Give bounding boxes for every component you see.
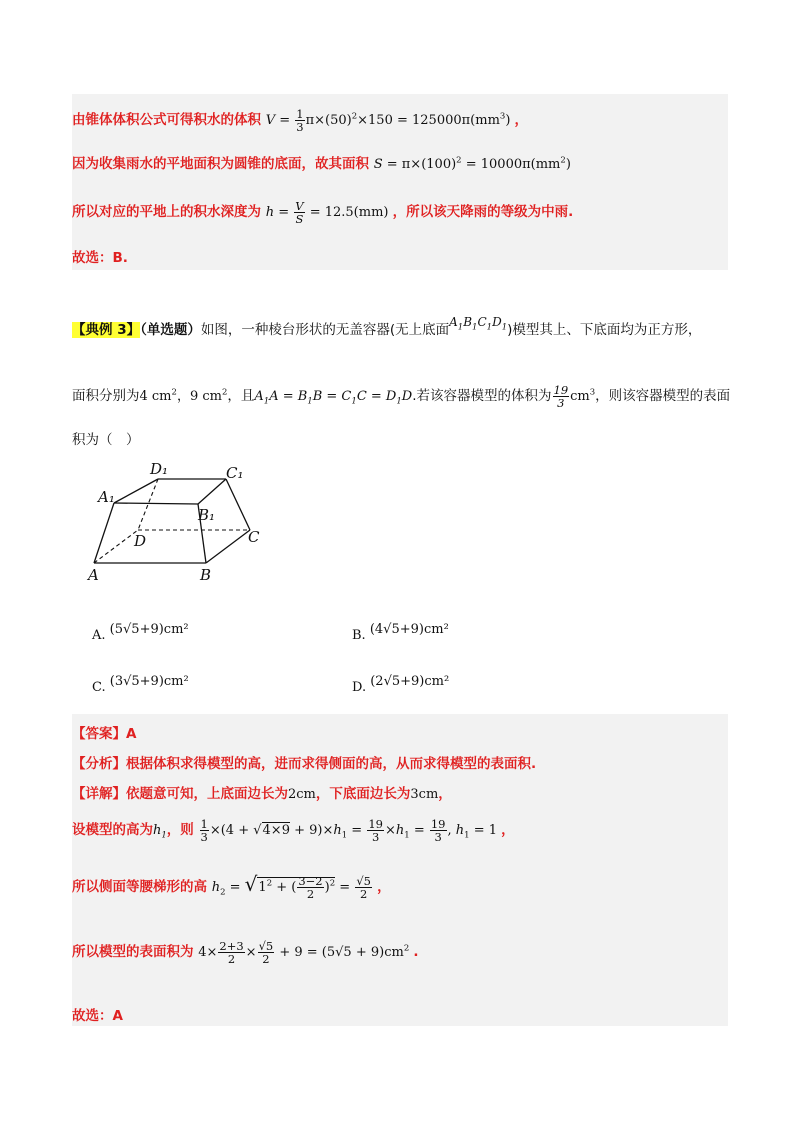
area-formula: $S = \pi\times(100)^2 = 10000\pi(mm^2)$ — [373, 155, 571, 172]
label-a: A — [88, 566, 99, 584]
option-b-label: B. — [352, 628, 366, 643]
question-text-1a: 如图，一种棱台形状的无盖容器(无上底面 — [200, 322, 450, 338]
option-c-label: C. — [92, 680, 106, 695]
analysis-text: 根据体积求得模型的高，进而求得侧面的高，从而求得模型的表面积. — [126, 756, 537, 772]
label-a1b1c1d1: $A_1B_1C_1D_1$ — [449, 315, 508, 333]
label-c1: C₁ — [226, 464, 244, 482]
depth-line — [72, 200, 573, 225]
frustum-figure — [86, 458, 276, 588]
detail-line: 【详解】依题意可知，上底面边长为2cm，下底面边长为3cm， — [72, 786, 452, 802]
edge-equality: $A_1A = B_1B = C_1C = D_1D$ — [254, 389, 413, 407]
question-type: （单选题） — [140, 322, 201, 338]
height-line: 设模型的高为$h_1$，则 $\frac{1}{3}$ $\times(4 + √4\times 9 + 9)\times h_1$ = $\frac{19}{3}$ $\times h_1$ = $\frac{19}{3}$ , $h_1 = 1$ ， — [72, 817, 515, 845]
label-b1: B₁ — [198, 506, 216, 524]
option-a[interactable] — [92, 622, 189, 643]
question-text-1b: )模型其上、下底面均为正方形， — [507, 322, 702, 338]
surface-area-formula: 4× $\frac{2+3}{2}$ × $\frac{√5}{2}$ + $9 = (5√5 + 9)cm^2$ — [198, 939, 410, 967]
surface-area-line: 所以模型的表面积为 4× $\frac{2+3}{2}$ × $\frac{√5}{2}$ + $9 = (5√5 + 9)cm^2$ . — [72, 939, 419, 967]
question-line-1 — [72, 315, 702, 338]
detail-text-a: 依题意可知，上底面边长为 — [126, 786, 288, 802]
height-text: 设模型的高为 — [72, 822, 153, 839]
depth-text: 所以对应的平地上的积水深度为 — [72, 204, 261, 221]
choice-b-line: 故选：B. — [72, 250, 128, 266]
example-tag: 【典例 3】 — [72, 322, 141, 338]
option-d[interactable] — [352, 674, 450, 695]
analysis-label: 【分析】 — [72, 756, 126, 772]
area-line — [72, 152, 571, 172]
option-d-value: (2√5+9)cm² — [370, 674, 450, 689]
solution-box — [72, 714, 728, 1026]
volume-formula: V = $\frac{1}{3}$ $\pi\times(50)^2\times 150 = 125000\pi(mm^3)$ — [265, 107, 515, 135]
answer-line — [72, 722, 136, 742]
question-text-2d: ，则该容器模型的表面 — [595, 388, 731, 405]
option-a-value: (5√5+9)cm² — [109, 622, 189, 637]
question-text-2c: .若该容器模型的体积为 — [412, 388, 552, 405]
option-c-value: (3√5+9)cm² — [109, 674, 189, 689]
volume-value: $\frac{19}{3}$ $cm^3$ — [553, 383, 596, 411]
label-d: D — [134, 532, 147, 550]
height-formula: $\frac{1}{3}$ $\times(4 + √4\times 9 + 9)\times h_1$ = $\frac{19}{3}$ $\times h_1$ = $\frac{19}{3}$ , $h_1 = 1$ — [200, 817, 502, 845]
slant-height-formula: $h_2 = √1^2$ + ( $\frac{3-2}{2}$ )$^2$ = $\frac{√5}{2}$ — [211, 872, 371, 901]
areas-value: 4 $cm^2$，9 $cm^2$ — [139, 387, 228, 405]
option-a-label: A. — [92, 628, 106, 643]
label-a1: A₁ — [98, 488, 115, 506]
top-edge-value: 2cm — [288, 787, 316, 802]
volume-text: 由锥体体积公式可得积水的体积 — [72, 112, 261, 129]
answer-value: A — [126, 726, 137, 742]
volume-line: 由锥体体积公式可得积水的体积 V = $\frac{1}{3}$ $\pi\times(50)^2\times 150 = 125000\pi(mm^3)$ ， — [72, 107, 529, 135]
then-text: ，则 — [166, 822, 194, 839]
depth-conclusion: ，所以该天降雨的等级为中雨. — [392, 204, 574, 221]
answer-label: 【答案】 — [72, 726, 126, 742]
question-text-2b: ，且 — [227, 388, 255, 405]
area-text: 因为收集雨水的平地面积为圆锥的底面，故其面积 — [72, 156, 369, 172]
question-text-2a: 面积分别为 — [72, 388, 140, 405]
detail-label: 【详解】 — [72, 786, 126, 802]
detail-text-b: ，下底面边长为 — [315, 786, 411, 802]
slant-height-text: 所以侧面等腰梯形的高 — [72, 879, 207, 895]
label-d1: D₁ — [150, 460, 169, 478]
question-line-2 — [72, 384, 730, 409]
surface-area-text: 所以模型的表面积为 — [72, 944, 194, 961]
label-c: C — [248, 528, 260, 546]
option-b[interactable] — [352, 622, 449, 643]
depth-formula: h = $\frac{V}{S}$ = 12.5(mm) — [265, 199, 393, 227]
choice-a-line: 故选：A — [72, 1008, 123, 1024]
bottom-edge-value: 3cm — [410, 787, 439, 802]
label-b: B — [200, 566, 212, 584]
option-d-label: D. — [352, 680, 367, 695]
slant-height-line: 所以侧面等腰梯形的高 $h_2 = √1^2$ + ( $\frac{3-2}{2}$ )$^2$ = $\frac{√5}{2}$ ， — [72, 872, 391, 901]
question-line-3: 积为（ ） — [72, 432, 140, 448]
solution-box-previous — [72, 94, 728, 270]
option-b-value: (4√5+9)cm² — [369, 622, 449, 637]
option-c[interactable] — [92, 674, 189, 695]
analysis-line — [72, 752, 536, 772]
h1-symbol: $h_1$ — [153, 823, 167, 841]
